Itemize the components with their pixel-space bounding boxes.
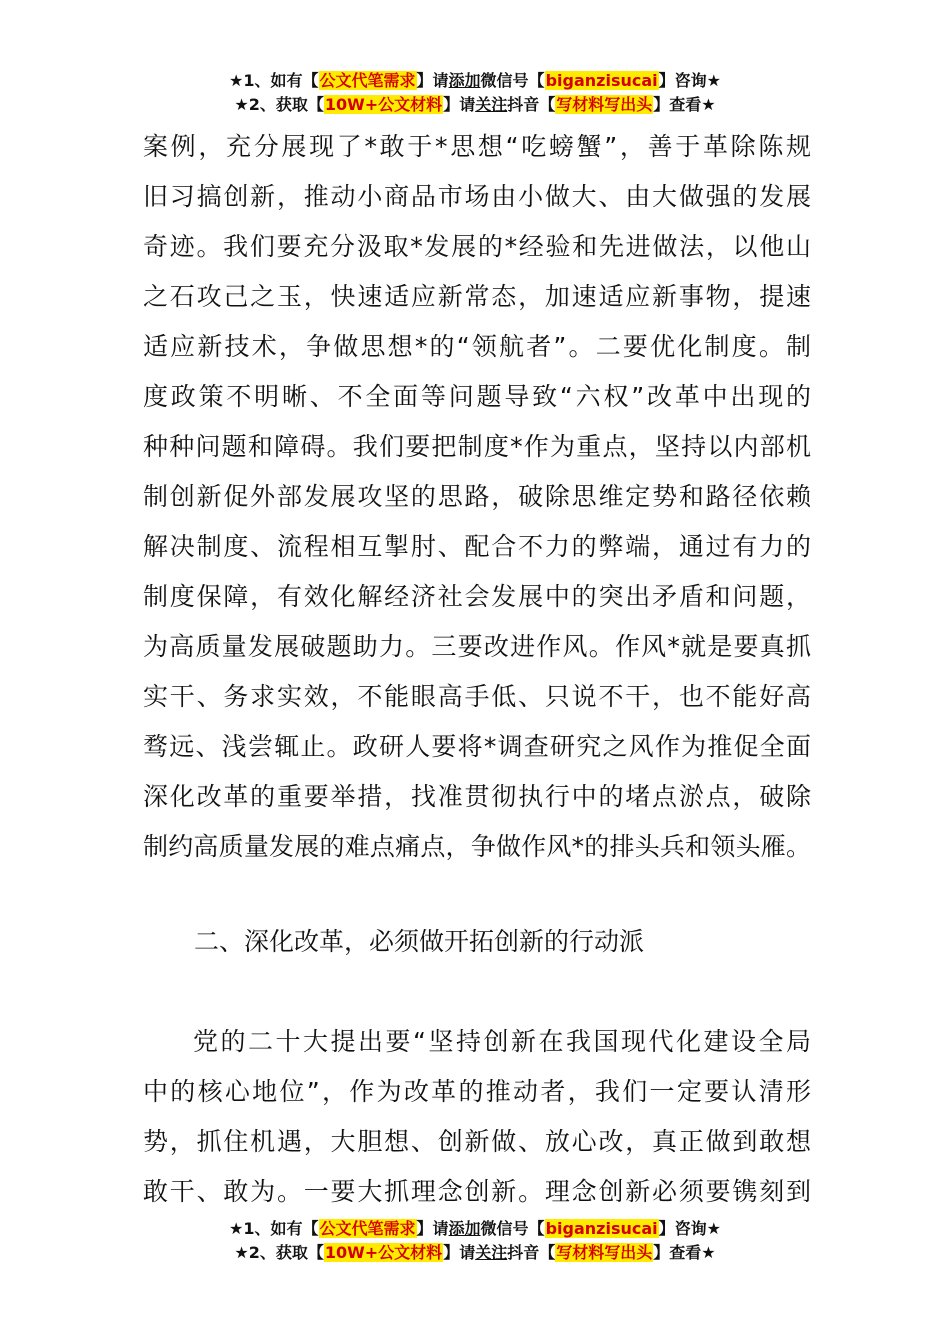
banner-text: 抖音【	[507, 95, 556, 114]
text-line: 敢干、敢为。一要大抓理念创新。理念创新必须要镌刻到	[143, 1177, 811, 1206]
banner-text: 抖音【	[507, 1243, 556, 1262]
text-line: 制约高质量发展的难点痛点，争做作风*的排头兵和领头雁。	[143, 832, 811, 861]
text-line: 为高质量发展破题助力。三要改进作风。作风*就是要真抓	[143, 632, 811, 661]
banner-text: 】查看★	[653, 1243, 716, 1262]
banner-line-1	[0, 1218, 950, 1242]
text-line: 骛远、浅尝辄止。政研人要将*调查研究之风作为推促全面	[143, 732, 811, 761]
banner-underlined: 关注	[475, 95, 508, 114]
text-line: 党的二十大提出要“坚持创新在我国现代化建设全局	[193, 1027, 811, 1056]
text-line: 实干、务求实效，不能眼高手低、只说不干，也不能好高	[143, 682, 811, 711]
banner-line-2	[0, 1242, 950, 1266]
body-paragraph-2	[143, 1017, 811, 1217]
banner-line-2	[0, 94, 950, 118]
banner-highlight: 公文代笔需求	[319, 1219, 416, 1238]
text-line: 种种问题和障碍。我们要把制度*作为重点，坚持以内部机	[143, 432, 811, 461]
banner-highlight: 10W+公文材料	[324, 1243, 443, 1262]
banner-text: 】查看★	[653, 95, 716, 114]
banner-line-1	[0, 70, 950, 94]
text-line: 解决制度、流程相互掣肘、配合不力的弊端，通过有力的	[143, 532, 811, 561]
text-line: 制度保障，有效化解经济社会发展中的突出矛盾和问题，	[143, 582, 811, 611]
banner-text: ★1、如有【	[229, 1219, 319, 1238]
banner-text: 微信号【	[480, 1219, 545, 1238]
body-paragraph-1	[143, 122, 811, 872]
section-heading: 二、深化改革，必须做开拓创新的行动派	[194, 927, 645, 956]
banner-text: 】请	[443, 1243, 476, 1262]
text-line: 度政策不明晰、不全面等问题导致“六权”改革中出现的	[143, 382, 811, 411]
banner-underlined: 关注	[475, 1243, 508, 1262]
banner-highlight: biganzisucai	[545, 1219, 658, 1238]
top-banner	[0, 70, 950, 118]
bottom-banner	[0, 1218, 950, 1266]
banner-text: ★2、获取【	[234, 95, 324, 114]
banner-text: 】请	[416, 71, 449, 90]
text-line: 之石攻己之玉，快速适应新常态，加速适应新事物，提速	[143, 282, 811, 311]
banner-underlined: 添加	[448, 71, 481, 90]
banner-text: 】请	[443, 95, 476, 114]
banner-highlight: biganzisucai	[545, 71, 658, 90]
banner-text: 】咨询★	[658, 71, 721, 90]
banner-underlined: 添加	[448, 1219, 481, 1238]
banner-highlight: 10W+公文材料	[324, 95, 443, 114]
text-line: 势，抓住机遇，大胆想、创新做、放心改，真正做到敢想	[143, 1127, 811, 1156]
banner-text: 微信号【	[480, 71, 545, 90]
banner-text: 】请	[416, 1219, 449, 1238]
banner-highlight: 公文代笔需求	[319, 71, 416, 90]
text-line: 制创新促外部发展攻坚的思路，破除思维定势和路径依赖	[143, 482, 811, 511]
text-line: 案例，充分展现了*敢于*思想“吃螃蟹”，善于革除陈规	[143, 132, 811, 161]
banner-text: ★2、获取【	[234, 1243, 324, 1262]
banner-text: 】咨询★	[658, 1219, 721, 1238]
banner-text: ★1、如有【	[229, 71, 319, 90]
text-line: 中的核心地位”，作为改革的推动者，我们一定要认清形	[143, 1077, 811, 1106]
banner-highlight: 写材料写出头	[556, 95, 653, 114]
banner-highlight: 写材料写出头	[556, 1243, 653, 1262]
text-line: 深化改革的重要举措，找准贯彻执行中的堵点淤点，破除	[143, 782, 811, 811]
text-line: 旧习搞创新，推动小商品市场由小做大、由大做强的发展	[143, 182, 811, 211]
text-line: 适应新技术，争做思想*的“领航者”。二要优化制度。制	[143, 332, 811, 361]
text-line: 奇迹。我们要充分汲取*发展的*经验和先进做法，以他山	[143, 232, 811, 261]
